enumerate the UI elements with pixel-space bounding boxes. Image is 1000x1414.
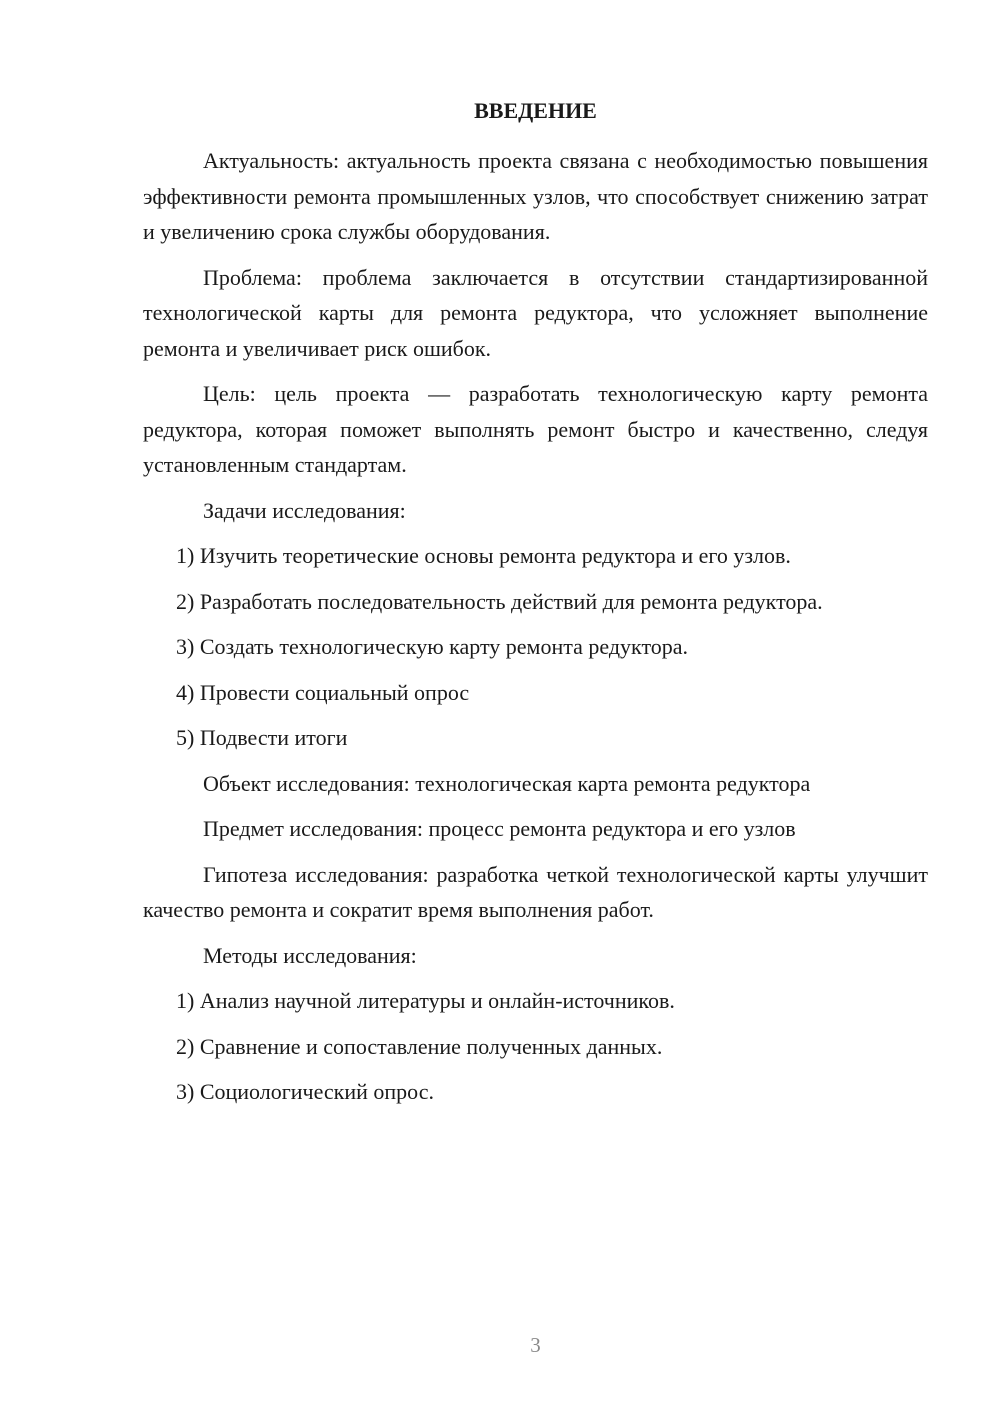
paragraph-object: Объект исследования: технологическая карта ремонта редуктора (203, 770, 811, 796)
method-item: 3) Социологический опрос. (176, 1079, 434, 1104)
task-item: 3) Создать технологическую карту ремонта редуктора. (176, 634, 689, 659)
method-item: 2) Сравнение и сопоставление полученных данных. (176, 1033, 663, 1059)
tasks-heading: Задачи исследования: (203, 497, 406, 523)
methods-heading: Методы исследования: (203, 942, 417, 968)
document-body (143, 143, 928, 1120)
paragraph-subject: Предмет исследования: процесс ремонта редуктора и его узлов (203, 816, 796, 841)
task-item: 1) Изучить теоретические основы ремонта редуктора и его узлов. (176, 543, 791, 568)
paragraph-problem: Проблема: проблема заключается в отсутствии стандартизированной технологической карты для ремонта редуктора, что усложняет выполнение ремонта и увеличивает риск ошибок. (143, 264, 928, 361)
section-title: ВВЕДЕНИЕ (474, 98, 597, 123)
document-page (143, 0, 928, 1414)
paragraph-relevance: Актуальность: актуальность проекта связана с необходимостью повышения эффективности ремонта промышленных узлов, что способствует снижению затрат и увеличению срока службы оборудования. (143, 148, 928, 244)
task-item: 5) Подвести итоги (176, 725, 348, 750)
paragraph-hypothesis: Гипотеза исследования: разработка четкой технологической карты улучшит качество ремонта и сократит время выполнения работ. (143, 861, 928, 922)
page-number: 3 (530, 1333, 541, 1357)
paragraph-goal: Цель: цель проекта — разработать технологическую карту ремонта редуктора, которая поможет выполнять ремонт быстро и качественно, следуя установленным стандартам. (143, 381, 928, 477)
task-item: 2) Разработать последовательность действий для ремонта редуктора. (176, 588, 823, 614)
task-item: 4) Провести социальный опрос (176, 679, 470, 705)
method-item: 1) Анализ научной литературы и онлайн-источников. (176, 988, 675, 1013)
